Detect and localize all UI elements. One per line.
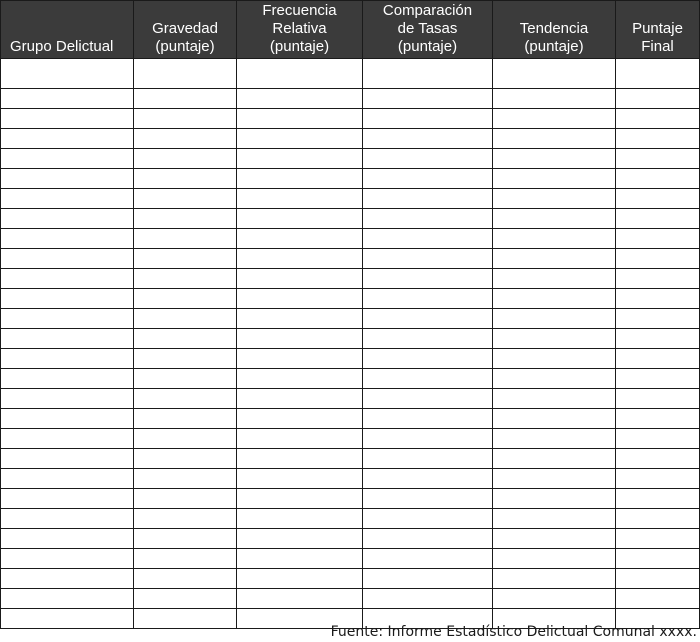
table-row (1, 509, 700, 529)
table-cell-comparacion-tasas (363, 209, 493, 229)
table-cell-frecuencia-relativa (237, 409, 363, 429)
table-cell-comparacion-tasas (363, 89, 493, 109)
table-cell-tendencia (493, 549, 616, 569)
table-cell-grupo-delictual (1, 369, 134, 389)
table-row (1, 489, 700, 509)
table-cell-comparacion-tasas (363, 369, 493, 389)
table-cell-gravedad (134, 89, 237, 109)
table-cell-gravedad (134, 489, 237, 509)
table-cell-puntaje-final (616, 149, 700, 169)
table-cell-frecuencia-relativa (237, 129, 363, 149)
table-cell-comparacion-tasas (363, 329, 493, 349)
table-cell-comparacion-tasas (363, 489, 493, 509)
table-cell-frecuencia-relativa (237, 109, 363, 129)
table-cell-tendencia (493, 289, 616, 309)
table-cell-grupo-delictual (1, 349, 134, 369)
table-cell-comparacion-tasas (363, 349, 493, 369)
table-cell-grupo-delictual (1, 389, 134, 409)
table-cell-tendencia (493, 149, 616, 169)
table-cell-comparacion-tasas (363, 289, 493, 309)
table-cell-gravedad (134, 469, 237, 489)
table-cell-puntaje-final (616, 569, 700, 589)
table-cell-tendencia (493, 269, 616, 289)
table-row (1, 529, 700, 549)
table-cell-grupo-delictual (1, 289, 134, 309)
table-cell-gravedad (134, 369, 237, 389)
table-cell-frecuencia-relativa (237, 249, 363, 269)
table-row (1, 289, 700, 309)
table-cell-tendencia (493, 489, 616, 509)
table-cell-puntaje-final (616, 209, 700, 229)
table-cell-comparacion-tasas (363, 389, 493, 409)
table-cell-grupo-delictual (1, 309, 134, 329)
table-cell-puntaje-final (616, 189, 700, 209)
table-cell-puntaje-final (616, 229, 700, 249)
header-puntaje-final: Puntaje Final (616, 1, 700, 59)
table-row (1, 329, 700, 349)
table-cell-gravedad (134, 329, 237, 349)
table-cell-frecuencia-relativa (237, 589, 363, 609)
table-cell-tendencia (493, 229, 616, 249)
table-row (1, 249, 700, 269)
table-cell-comparacion-tasas (363, 549, 493, 569)
table-cell-gravedad (134, 529, 237, 549)
table-cell-gravedad (134, 209, 237, 229)
table-cell-puntaje-final (616, 249, 700, 269)
table-cell-comparacion-tasas (363, 269, 493, 289)
table-cell-grupo-delictual (1, 469, 134, 489)
table-row (1, 189, 700, 209)
table-cell-frecuencia-relativa (237, 349, 363, 369)
table-cell-grupo-delictual (1, 129, 134, 149)
table-row (1, 269, 700, 289)
table-cell-puntaje-final (616, 329, 700, 349)
table-cell-frecuencia-relativa (237, 229, 363, 249)
table-cell-grupo-delictual (1, 149, 134, 169)
table-cell-frecuencia-relativa (237, 59, 363, 89)
table-cell-puntaje-final (616, 589, 700, 609)
table-cell-tendencia (493, 329, 616, 349)
table-cell-frecuencia-relativa (237, 449, 363, 469)
table-cell-frecuencia-relativa (237, 289, 363, 309)
table-cell-grupo-delictual (1, 489, 134, 509)
table-cell-frecuencia-relativa (237, 389, 363, 409)
table-cell-frecuencia-relativa (237, 509, 363, 529)
table-cell-frecuencia-relativa (237, 269, 363, 289)
table-cell-tendencia (493, 569, 616, 589)
table-cell-frecuencia-relativa (237, 429, 363, 449)
table-body (1, 59, 700, 629)
table-cell-tendencia (493, 59, 616, 89)
table-cell-tendencia (493, 409, 616, 429)
table-cell-puntaje-final (616, 289, 700, 309)
table-row (1, 409, 700, 429)
table-row (1, 369, 700, 389)
table-row (1, 389, 700, 409)
table-row (1, 449, 700, 469)
table-cell-gravedad (134, 389, 237, 409)
table-cell-comparacion-tasas (363, 589, 493, 609)
table-cell-grupo-delictual (1, 169, 134, 189)
table-row (1, 209, 700, 229)
table-cell-grupo-delictual (1, 449, 134, 469)
table-cell-grupo-delictual (1, 609, 134, 629)
table-cell-frecuencia-relativa (237, 149, 363, 169)
table-cell-grupo-delictual (1, 269, 134, 289)
table-cell-comparacion-tasas (363, 249, 493, 269)
table-cell-frecuencia-relativa (237, 529, 363, 549)
table-cell-gravedad (134, 349, 237, 369)
table-cell-gravedad (134, 229, 237, 249)
table-row (1, 309, 700, 329)
table-cell-puntaje-final (616, 369, 700, 389)
table-cell-gravedad (134, 609, 237, 629)
table-cell-gravedad (134, 169, 237, 189)
header-grupo-delictual: Grupo Delictual (1, 1, 134, 59)
table-cell-frecuencia-relativa (237, 309, 363, 329)
table-cell-comparacion-tasas (363, 149, 493, 169)
table-cell-gravedad (134, 149, 237, 169)
table-cell-gravedad (134, 589, 237, 609)
table-cell-tendencia (493, 529, 616, 549)
table-cell-tendencia (493, 249, 616, 269)
table-cell-gravedad (134, 509, 237, 529)
table-cell-grupo-delictual (1, 589, 134, 609)
table-cell-tendencia (493, 109, 616, 129)
table-cell-puntaje-final (616, 89, 700, 109)
table-cell-grupo-delictual (1, 509, 134, 529)
table-cell-frecuencia-relativa (237, 569, 363, 589)
table-cell-comparacion-tasas (363, 529, 493, 549)
table-cell-comparacion-tasas (363, 449, 493, 469)
table-cell-tendencia (493, 469, 616, 489)
table-cell-gravedad (134, 309, 237, 329)
table-cell-gravedad (134, 449, 237, 469)
header-tendencia: Tendencia (puntaje) (493, 1, 616, 59)
table-cell-tendencia (493, 209, 616, 229)
table-cell-gravedad (134, 109, 237, 129)
table-cell-comparacion-tasas (363, 569, 493, 589)
table-cell-gravedad (134, 129, 237, 149)
table-cell-grupo-delictual (1, 89, 134, 109)
table-cell-puntaje-final (616, 109, 700, 129)
header-gravedad: Gravedad (puntaje) (134, 1, 237, 59)
table-cell-grupo-delictual (1, 549, 134, 569)
table-cell-comparacion-tasas (363, 109, 493, 129)
table-row (1, 169, 700, 189)
table-cell-puntaje-final (616, 309, 700, 329)
table-cell-gravedad (134, 189, 237, 209)
header-comparacion-tasas: Comparación de Tasas (puntaje) (363, 1, 493, 59)
table-cell-frecuencia-relativa (237, 89, 363, 109)
table-row (1, 59, 700, 89)
table-row (1, 349, 700, 369)
table-cell-grupo-delictual (1, 189, 134, 209)
table-cell-gravedad (134, 409, 237, 429)
table-cell-grupo-delictual (1, 329, 134, 349)
table-cell-puntaje-final (616, 169, 700, 189)
table-cell-puntaje-final (616, 469, 700, 489)
table-cell-puntaje-final (616, 269, 700, 289)
table-cell-tendencia (493, 389, 616, 409)
table-cell-grupo-delictual (1, 569, 134, 589)
table-row (1, 549, 700, 569)
table-cell-tendencia (493, 189, 616, 209)
table-row (1, 149, 700, 169)
table-cell-comparacion-tasas (363, 309, 493, 329)
table-cell-frecuencia-relativa (237, 209, 363, 229)
table-cell-puntaje-final (616, 509, 700, 529)
table-cell-gravedad (134, 289, 237, 309)
table-cell-grupo-delictual (1, 249, 134, 269)
table-cell-tendencia (493, 589, 616, 609)
table-cell-puntaje-final (616, 59, 700, 89)
table-cell-puntaje-final (616, 549, 700, 569)
table-cell-gravedad (134, 549, 237, 569)
table-row (1, 429, 700, 449)
table-row (1, 129, 700, 149)
table-cell-grupo-delictual (1, 409, 134, 429)
source-note: Fuente: Informe Estadístico Delictual Comunal xxxx. (330, 624, 697, 640)
table-cell-comparacion-tasas (363, 229, 493, 249)
table-cell-tendencia (493, 89, 616, 109)
table-cell-grupo-delictual (1, 109, 134, 129)
table-cell-puntaje-final (616, 489, 700, 509)
table-cell-tendencia (493, 309, 616, 329)
table-cell-frecuencia-relativa (237, 469, 363, 489)
table-row (1, 569, 700, 589)
table-cell-frecuencia-relativa (237, 489, 363, 509)
table-cell-comparacion-tasas (363, 169, 493, 189)
table-cell-grupo-delictual (1, 529, 134, 549)
table-cell-gravedad (134, 59, 237, 89)
table-cell-puntaje-final (616, 449, 700, 469)
table-cell-tendencia (493, 449, 616, 469)
table-cell-comparacion-tasas (363, 409, 493, 429)
table-cell-gravedad (134, 269, 237, 289)
table-cell-puntaje-final (616, 349, 700, 369)
table-cell-tendencia (493, 429, 616, 449)
table-cell-tendencia (493, 369, 616, 389)
table-cell-puntaje-final (616, 129, 700, 149)
table-cell-puntaje-final (616, 429, 700, 449)
table-row (1, 109, 700, 129)
table-cell-frecuencia-relativa (237, 189, 363, 209)
table-cell-frecuencia-relativa (237, 329, 363, 349)
table-cell-gravedad (134, 249, 237, 269)
table-cell-frecuencia-relativa (237, 549, 363, 569)
table-row (1, 229, 700, 249)
table-cell-tendencia (493, 129, 616, 149)
table-cell-grupo-delictual (1, 59, 134, 89)
table-row (1, 89, 700, 109)
table-cell-gravedad (134, 429, 237, 449)
table-cell-comparacion-tasas (363, 469, 493, 489)
table-cell-frecuencia-relativa (237, 369, 363, 389)
table-cell-puntaje-final (616, 389, 700, 409)
table-cell-comparacion-tasas (363, 429, 493, 449)
table-cell-comparacion-tasas (363, 59, 493, 89)
table-cell-grupo-delictual (1, 229, 134, 249)
table-cell-comparacion-tasas (363, 129, 493, 149)
table-cell-comparacion-tasas (363, 189, 493, 209)
table-cell-gravedad (134, 569, 237, 589)
table-cell-comparacion-tasas (363, 509, 493, 529)
table-cell-frecuencia-relativa (237, 169, 363, 189)
table-cell-tendencia (493, 349, 616, 369)
table-cell-grupo-delictual (1, 209, 134, 229)
header-frecuencia-relativa: Frecuencia Relativa (puntaje) (237, 1, 363, 59)
table-cell-grupo-delictual (1, 429, 134, 449)
table-cell-puntaje-final (616, 409, 700, 429)
table-cell-tendencia (493, 169, 616, 189)
header-row (1, 1, 700, 59)
table-row (1, 589, 700, 609)
table-row (1, 469, 700, 489)
table-cell-tendencia (493, 509, 616, 529)
table-cell-puntaje-final (616, 529, 700, 549)
